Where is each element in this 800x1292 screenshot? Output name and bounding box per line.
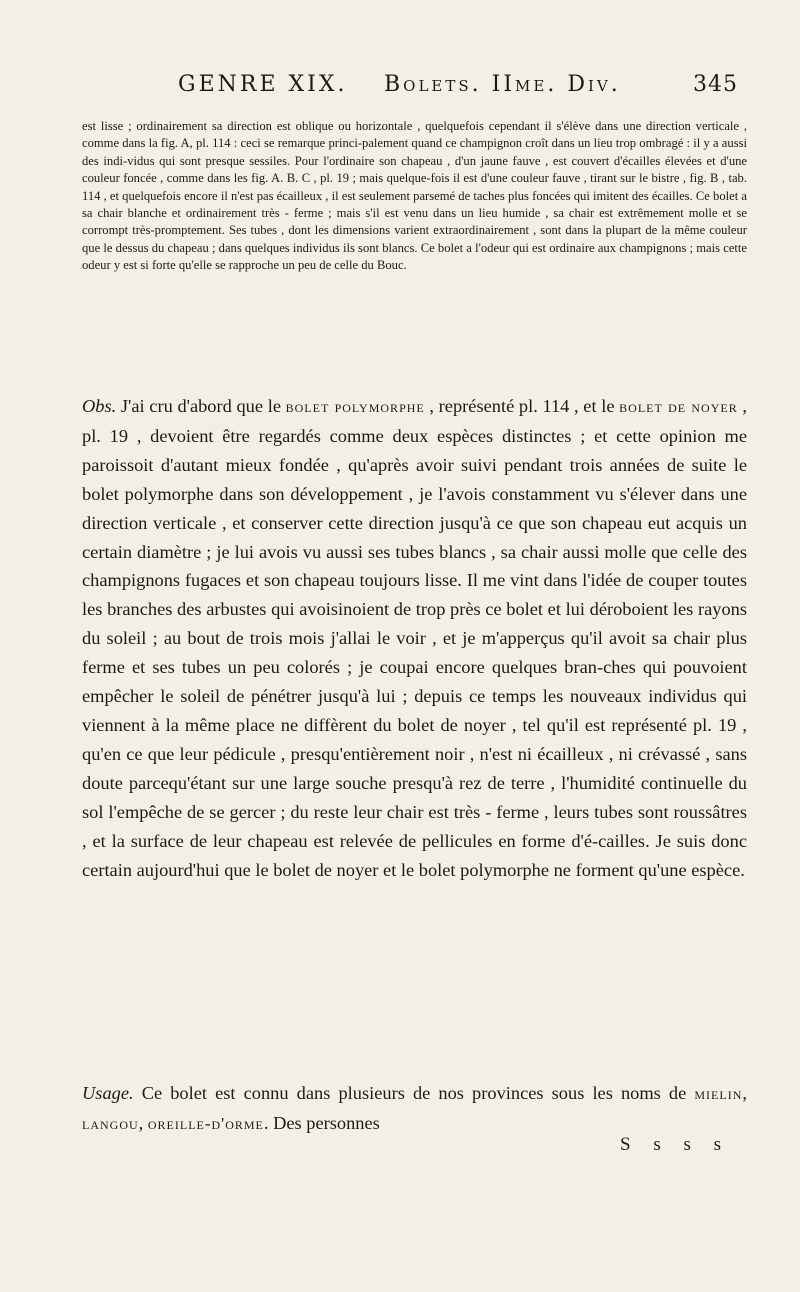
genre-title: GENRE XIX. <box>178 72 348 97</box>
usage-text-1: Ce bolet est connu dans plusieurs de nos provinces sous les noms de <box>133 1083 695 1103</box>
usage-text-2: , <box>742 1083 747 1103</box>
observation-text-1: J'ai cru d'abord que le <box>116 396 286 416</box>
observation-species-2: bolet de noyer <box>619 397 738 416</box>
signature-mark: S s s s <box>620 1134 730 1155</box>
observation-paragraph <box>82 392 747 884</box>
usage-text-3: , <box>138 1112 148 1133</box>
usage-label: Usage. <box>82 1083 134 1103</box>
usage-text-4: . Des personnes <box>263 1112 380 1133</box>
usage-name-2: langou <box>82 1113 139 1133</box>
observation-text-3: , pl. 19 , devoient être regardés comme deux espèces distinctes ; et cette opinion me paroissoit d'autant mieux fondée , qu'après avoir suivi pendant trois années de suite le bolet polymorphe dans son développement , je l'avois constamment vu s'élever dans une direction verticale , et conserver cette direction jusqu'à ce que son chapeau eut acquis un certain diamètre ; je lui avois vu aussi ses tubes blancs , sa chair aussi molle que celle des champignons fugaces et son chapeau toujours lisse. Il me vint dans l'idée de couper toutes les branches des arbustes qui avoisinoient de trop près ce bolet et lui déroboient les rayons du soleil ; au bout de trois mois j'allai le voir , et je m'apperçus qu'il avoit sa chair plus ferme et ses tubes un peu colorés ; je coupai encore quelques bran-ches qui pouvoient empêcher le soleil de pénétrer jusqu'à lui ; depuis ce temps les nouveaux individus qui viennent à la même place ne diffèrent du bolet de noyer , tel qu'il est représenté pl. 19 , qu'en ce que leur pédicule , presqu'entièrement noir , n'est ni écailleux , ni crévassé , sans doute parcequ'étant sur une large souche presqu'à rez de terre , l'humidité continuelle du sol l'empêche de se gercer ; du reste leur chair est très - ferme , leurs tubes sont roussâtres , et la surface de leur chapeau est relevée de pellicules en forme d'é-cailles. Je suis donc certain aujourd'hui que le bolet de noyer et le bolet polymorphe ne forment qu'une espèce. <box>82 396 747 880</box>
observation-text-2: , représenté pl. 114 , et le <box>424 396 620 416</box>
usage-paragraph <box>82 1079 747 1139</box>
family-title: Bolets. IIme. Div. <box>384 72 621 97</box>
page-number: 345 <box>693 72 738 97</box>
usage-name-3: oreille-d'orme <box>147 1113 264 1133</box>
intro-paragraph: est lisse ; ordinairement sa direction est oblique ou horizontale , quelquefois cependant il s'élève dans une direction verticale , comme dans la fig. A, pl. 114 : ceci se remarque princi-palement quand ce champignon croît dans un lieu trop ombragé : il y a aussi des indi-vidus qui sont presque sessiles. Pour l'ordinaire son chapeau , d'un jaune fauve , est couvert d'écailles élevées et d'une couleur foncée , comme dans les fig. A. B. C , pl. 19 ; mais quelque-fois il est d'une couleur fauve , tirant sur le bistre , fig. B , tab. 114 , et quelquefois encore il n'est pas écailleux , il est seulement parsemé de taches plus foncées qui imitent des écailles. Ce bolet a sa chair blanche et ordinairement très - ferme ; mais s'il est venu dans un lieu humide , sa chair est extrêmement molle et se corrompt très-promptement. Ses tubes , dont les dimensions varient extraordinairement , sont dans la plupart de la même couleur que le dessus du chapeau ; dans quelques individus ils sont blancs. Ce bolet a l'odeur qui est ordinaire aux champignons ; mais cette odeur y est si forte qu'elle se rapproche un peu de celle du Bouc. <box>82 119 747 273</box>
usage-name-1: mielin <box>694 1084 743 1103</box>
running-header <box>178 72 738 102</box>
observation-label: Obs. <box>82 396 117 416</box>
observation-species-1: bolet polymorphe <box>285 397 425 416</box>
